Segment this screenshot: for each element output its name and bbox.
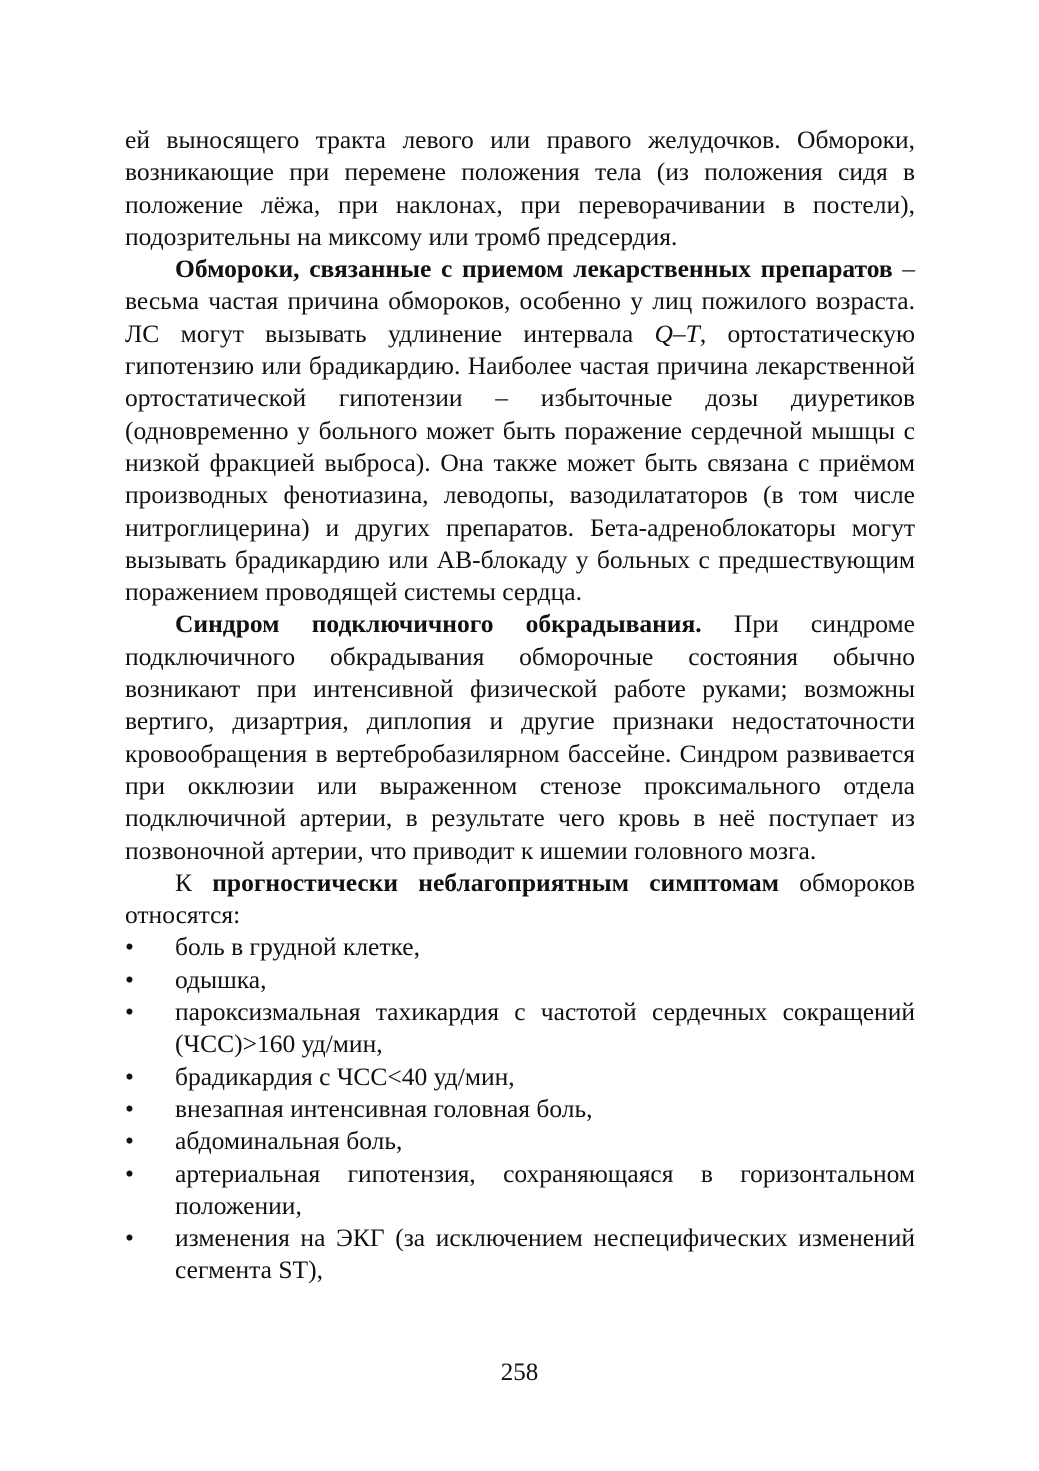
list-item bbox=[125, 964, 915, 996]
bullet-icon: • bbox=[125, 1126, 134, 1156]
list-item-text: боль в грудной клетке, bbox=[175, 932, 420, 962]
interval-qt: Q–T bbox=[654, 318, 700, 348]
paragraph-text: , ортостатическую гипотензию или брадикардию. Наиболее частая причина лекарственной ортостатической гипотензии – избыточные дозы диуретиков (одновременно у больного может быть поражение сердечной мышцы с низкой фракцией выброса). Она также может быть связана с приёмом производных фенотиазина, леводопы, вазодилататоров (в том числе нитроглицерина) и других препаратов. Бета-адреноблокаторы могут вызывать брадикардию или АВ-блокаду у больных с предшествующим поражением проводящей системы сердца. bbox=[125, 318, 915, 607]
list-item bbox=[125, 931, 915, 963]
list-item-text: брадикардия с ЧСС<40 уд/мин, bbox=[175, 1061, 515, 1091]
paragraph-subclavian-steal bbox=[125, 608, 915, 866]
paragraph-text: – весьма частая причина обмороков, особенно у лиц пожилого возраста. ЛС могут вызывать удлинение интервала bbox=[125, 254, 915, 348]
list-item-text: артериальная гипотензия, сохраняющаяся в горизонтальном положении, bbox=[175, 1158, 915, 1220]
bullet-icon: • bbox=[125, 932, 134, 962]
bullet-icon: • bbox=[125, 1061, 134, 1091]
bullet-icon: • bbox=[125, 1223, 134, 1253]
heading-prognostic: прогностически неблагоприятным симптомам bbox=[212, 867, 780, 897]
list-item-text: пароксизмальная тахикардия с частотой сердечных сокращений (ЧСС)>160 уд/мин, bbox=[175, 997, 915, 1059]
paragraph-text: К bbox=[175, 867, 213, 897]
list-item-text: абдоминальная боль, bbox=[175, 1126, 403, 1156]
paragraph-prognostic bbox=[125, 867, 915, 932]
list-item bbox=[125, 1093, 915, 1125]
list-item bbox=[125, 1061, 915, 1093]
list-item bbox=[125, 1125, 915, 1157]
bullet-icon: • bbox=[125, 1093, 134, 1123]
page-body bbox=[125, 124, 915, 1287]
list-item bbox=[125, 1158, 915, 1223]
paragraph-text: обмороков относятся: bbox=[125, 867, 915, 930]
page-number: 258 bbox=[500, 1359, 539, 1386]
paragraph-continuation: ей выносящего тракта левого или правого желудочков. Обмороки, возникающие при перемене положения тела (из положения сидя в положение лёжа, при наклонах, при переворачивании в постели), подозрительны на миксому или тромб предсердия. bbox=[125, 125, 915, 251]
list-item-text: изменения на ЭКГ (за исключением неспецифических изменений сегмента ST), bbox=[175, 1223, 915, 1285]
heading-drug-syncope: Обмороки, связанные с приемом лекарственных препаратов bbox=[175, 254, 893, 284]
paragraph-drug-syncope bbox=[125, 253, 915, 608]
symptom-list bbox=[125, 931, 915, 1286]
list-item-text: внезапная интенсивная головная боль, bbox=[175, 1093, 593, 1123]
list-item-text: одышка, bbox=[175, 964, 267, 994]
heading-subclavian-steal: Синдром подключичного обкрадывания. bbox=[175, 609, 702, 639]
bullet-icon: • bbox=[125, 964, 134, 994]
bullet-icon: • bbox=[125, 1158, 134, 1188]
list-item bbox=[125, 1222, 915, 1287]
list-item bbox=[125, 996, 915, 1061]
bullet-icon: • bbox=[125, 997, 134, 1027]
paragraph-text: При синдроме подключичного обкрадывания обморочные состояния обычно возникают при интенсивной физической работе руками; возможны вертиго, дизартрия, диплопия и другие признаки недостаточности кровообращения в вертебробазилярном бассейне. Синдром развивается при окклюзии или выраженном стенозе проксимального отдела подключичной артерии, в результате чего кровь в неё поступает из позвоночной артерии, что приводит к ишемии головного мозга. bbox=[125, 609, 915, 865]
